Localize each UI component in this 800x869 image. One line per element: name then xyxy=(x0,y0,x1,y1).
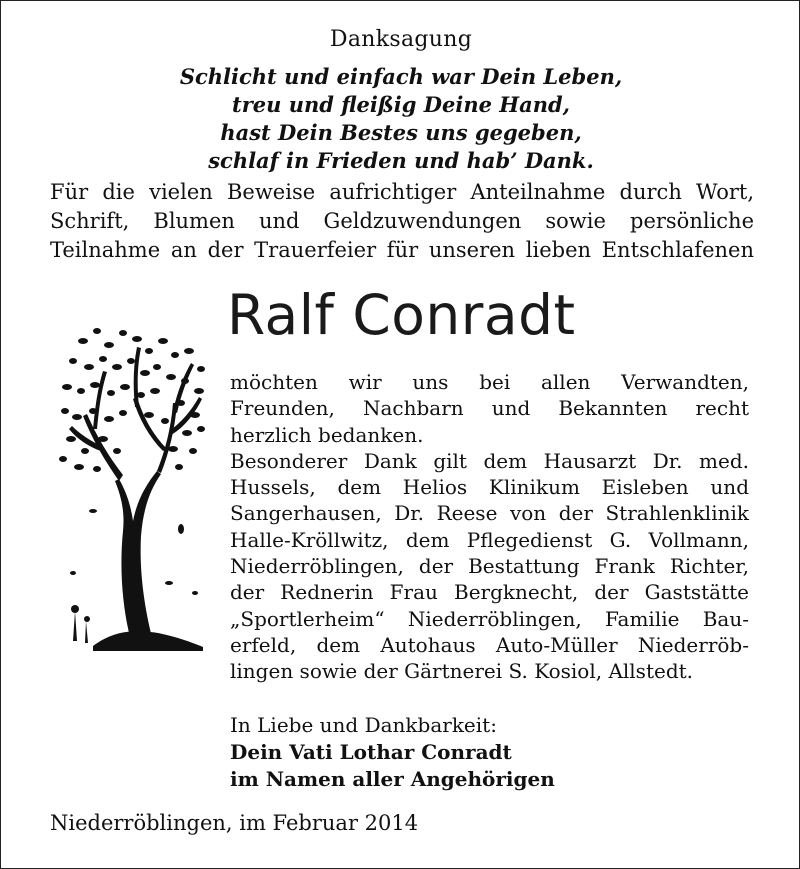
poem-line: hast Dein Bestes uns gegeben, xyxy=(220,120,582,145)
special-thanks-line: erfeld, dem Autohaus Auto-Müller Niederröb- xyxy=(230,632,749,657)
thanks-line: Freunden, Nachbarn und Bekannten recht xyxy=(230,396,749,421)
intro-line: Teilnahme an der Trauerfeier für unseren lieben Entschlafenen xyxy=(50,238,754,262)
notice-heading: Danksagung xyxy=(329,27,473,52)
thanks-line: möchten wir uns bei allen Verwandten, xyxy=(230,370,749,394)
special-thanks-line: Halle-Kröllwitz, dem Pflegedienst G. Vollmann, xyxy=(230,527,749,552)
poem-line: Schlicht und einfach war Dein Leben, xyxy=(179,64,623,89)
thanks-text xyxy=(230,369,749,685)
intro-line: Für die vielen Beweise aufrichtiger Anteilnahme durch Wort, xyxy=(50,180,754,204)
deceased-name: Ralf Conradt xyxy=(227,283,576,347)
closing-block xyxy=(230,712,555,793)
special-thanks-line: lingen sowie der Gärtnerei S. Kosiol, Allstedt. xyxy=(230,659,694,684)
poem-line: schlaf in Frieden und hab’ Dank. xyxy=(208,148,594,173)
tree-silhouette-icon xyxy=(53,311,213,651)
poem xyxy=(1,63,800,175)
special-thanks-line: Besonderer Dank gilt dem Hausarzt Dr. med. xyxy=(230,448,749,473)
place-date: Niederröblingen, im Februar 2014 xyxy=(50,811,419,835)
special-thanks-line: Sangerhausen, Dr. Reese von der Strahlenklinik xyxy=(230,501,749,526)
poem-line: treu und fleißig Deine Hand, xyxy=(232,92,570,117)
intro-paragraph xyxy=(50,178,754,265)
closing-intro: In Liebe und Dankbarkeit: xyxy=(230,713,497,737)
signature-line: im Namen aller Angehörigen xyxy=(230,767,555,791)
intro-line: Schrift, Blumen und Geldzuwendungen sowie persönliche xyxy=(50,209,754,233)
signature-line: Dein Vati Lothar Conradt xyxy=(230,740,512,764)
special-thanks-line: der Rednerin Frau Bergknecht, der Gaststätte xyxy=(230,580,749,605)
special-thanks-line: „Sportlerheim“ Niederröblingen, Familie Bau- xyxy=(230,606,749,631)
special-thanks-line: Hussels, dem Helios Klinikum Eisleben und xyxy=(230,475,749,500)
thanks-line: herzlich bedanken. xyxy=(230,422,424,447)
special-thanks-line: Niederröblingen, der Bestattung Frank Richter, xyxy=(230,554,749,579)
